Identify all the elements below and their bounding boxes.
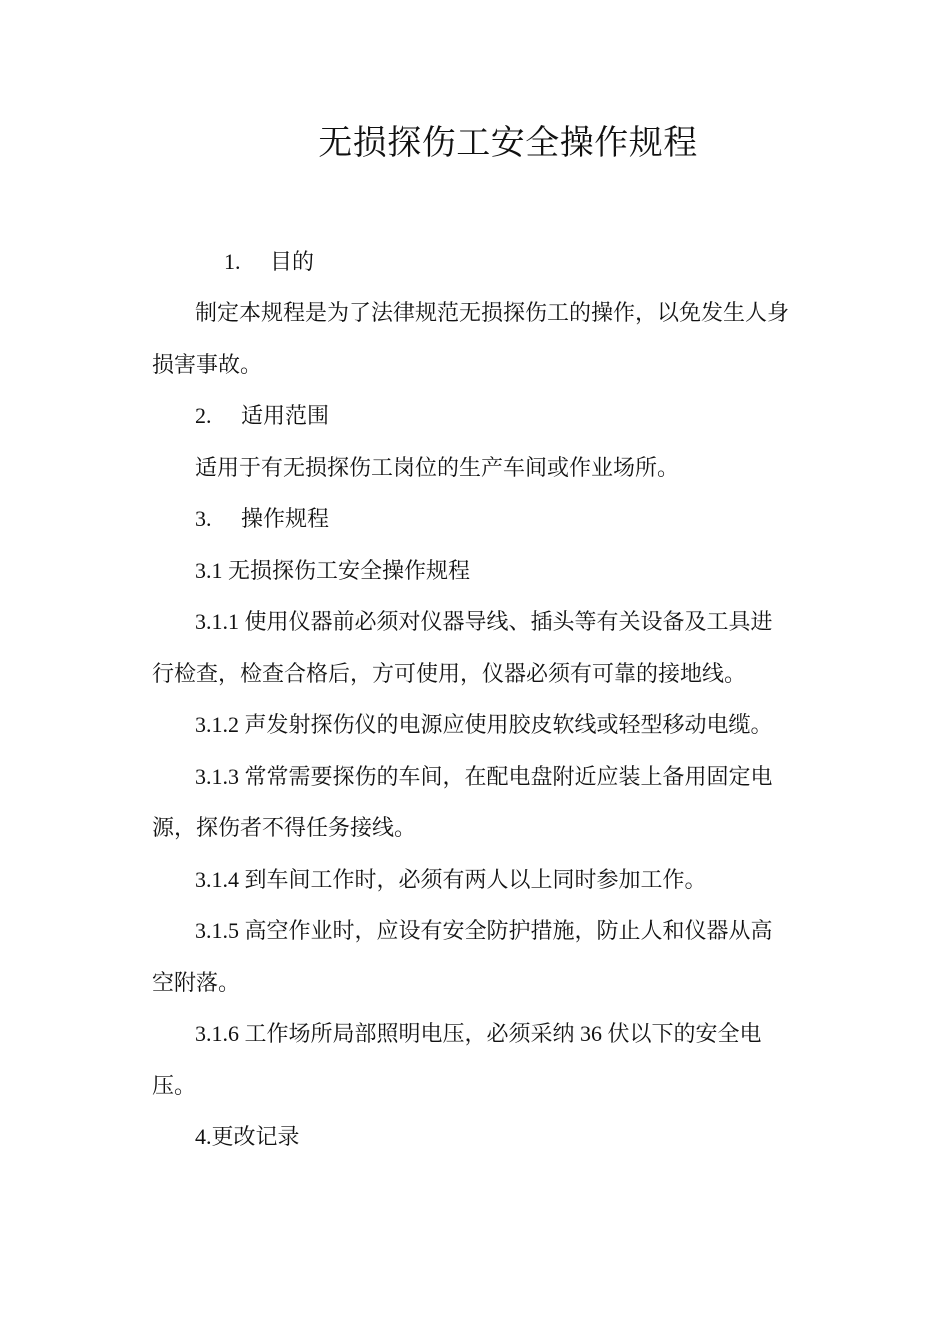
section-1-paragraph-line-1: 制定本规程是为了法律规范无损探伤工的操作，以免发生人身 bbox=[195, 300, 790, 325]
item-3-1-3-line-2: 源，探伤者不得任务接线。 bbox=[152, 815, 417, 840]
section-1-title: 目的 bbox=[270, 249, 315, 274]
section-3-title: 操作规程 bbox=[241, 506, 330, 531]
section-1-paragraph-line-2: 损害事故。 bbox=[152, 352, 263, 377]
item-3-1-2: 3.1.2 声发射探伤仪的电源应使用胶皮软线或轻型移动电缆。 bbox=[195, 712, 773, 737]
section-1-number: 1. bbox=[224, 249, 241, 274]
item-3-1-5-line-2: 空附落。 bbox=[152, 970, 241, 995]
section-2-paragraph: 适用于有无损探伤工岗位的生产车间或作业场所。 bbox=[195, 455, 680, 480]
item-3-1-3-line-1: 3.1.3 常常需要探伤的车间，在配电盘附近应装上备用固定电 bbox=[195, 764, 773, 789]
section-1-heading bbox=[224, 247, 314, 277]
section-3-1-heading: 3.1 无损探伤工安全操作规程 bbox=[195, 558, 471, 583]
section-2-heading bbox=[195, 401, 329, 431]
document-title: 无损探伤工安全操作规程 bbox=[318, 125, 698, 162]
section-2-title: 适用范围 bbox=[241, 403, 330, 428]
section-3-heading bbox=[195, 504, 329, 534]
item-3-1-6-line-1: 3.1.6 工作场所局部照明电压，必须采纳 36 伏以下的安全电 bbox=[195, 1021, 762, 1046]
item-3-1-6-line-2: 压。 bbox=[152, 1073, 197, 1098]
item-3-1-5-line-1: 3.1.5 高空作业时，应设有安全防护措施，防止人和仪器从高 bbox=[195, 918, 773, 943]
item-3-1-1-line-2: 行检查，检查合格后，方可使用，仪器必须有可靠的接地线。 bbox=[152, 661, 747, 686]
item-3-1-4: 3.1.4 到车间工作时，必须有两人以上同时参加工作。 bbox=[195, 867, 707, 892]
section-4-heading: 4.更改记录 bbox=[195, 1124, 300, 1149]
section-3-number: 3. bbox=[195, 506, 212, 531]
section-2-number: 2. bbox=[195, 403, 212, 428]
item-3-1-1-line-1: 3.1.1 使用仪器前必须对仪器导线、插头等有关设备及工具进 bbox=[195, 609, 773, 634]
